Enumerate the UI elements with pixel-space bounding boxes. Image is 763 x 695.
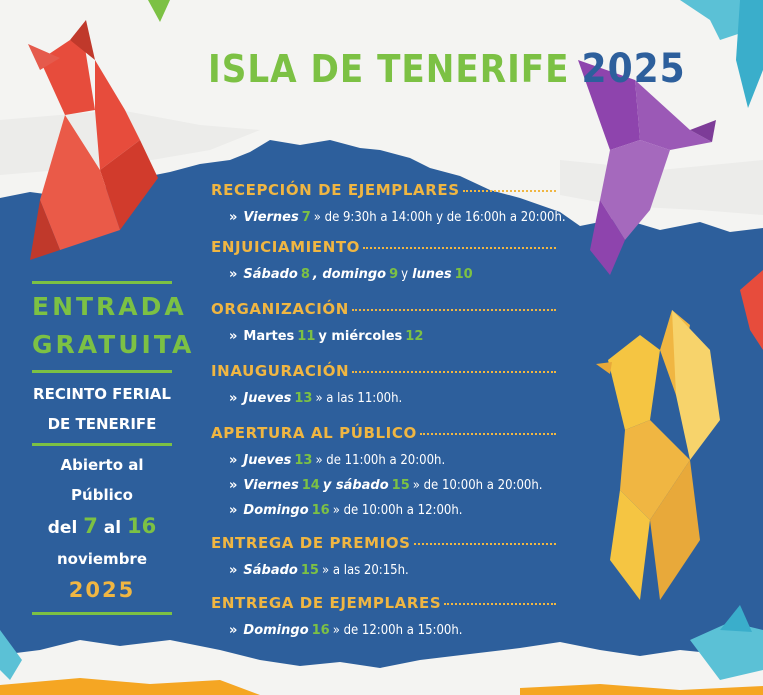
section-inauguracion (211, 362, 556, 411)
end-day: 16 (127, 514, 157, 538)
day-number: 15 (391, 478, 410, 493)
section-heading (211, 300, 556, 324)
heading-text: ORGANIZACIÓN (211, 300, 349, 318)
section-heading (211, 424, 556, 448)
entrada-text: ENTRADA (32, 292, 187, 321)
heading-text: RECEPCIÓN DE EJEMPLARES (211, 181, 460, 199)
title-text: ISLA DE TENERIFE (208, 47, 570, 91)
venue-line-2: DE TENERIFE (47, 415, 157, 433)
time-text: » a las 20:15h. (321, 563, 409, 578)
day-number: 8 (300, 267, 310, 282)
day-text: Sábado (243, 267, 298, 282)
year-text: 2025 (68, 578, 136, 602)
time-text: » de 12:00h a 15:00h. (332, 623, 463, 638)
dotted-leader (444, 603, 556, 605)
date-range (32, 510, 172, 544)
bullet-quote: » (229, 329, 238, 344)
day-number: 10 (454, 267, 473, 282)
schedule-line (211, 558, 556, 583)
venue-line-1: RECINTO FERIAL (33, 385, 171, 403)
bullet-quote: » (229, 391, 238, 406)
day-number: 14 (301, 478, 320, 493)
day-number: 16 (311, 623, 330, 638)
dotted-leader (420, 433, 556, 435)
section-ejemplares (211, 594, 556, 643)
section-recepcion (211, 181, 566, 230)
open-text: Abierto al Público (60, 456, 144, 504)
month-text: noviembre (56, 550, 147, 568)
section-heading (211, 534, 556, 558)
time-text: » de 10:00h a 20:00h. (412, 478, 543, 493)
bullet-quote: » (229, 267, 238, 282)
al-text: al (103, 518, 122, 538)
day-text: , domingo (312, 267, 387, 282)
day-text: Domingo (243, 503, 309, 518)
event-title (208, 34, 686, 104)
heading-text: INAUGURACIÓN (211, 362, 350, 380)
section-apertura (211, 424, 556, 523)
section-premios (211, 534, 556, 583)
time-text: » de 10:00h a 12:00h. (332, 503, 463, 518)
day-text: Jueves (243, 453, 292, 468)
bullet-quote: » (229, 453, 238, 468)
dotted-leader (352, 309, 556, 311)
heading-text: APERTURA AL PÚBLICO (211, 424, 417, 442)
schedule-line (211, 473, 556, 498)
bullet-quote: » (229, 623, 238, 638)
dotted-leader (352, 371, 556, 373)
schedule-line (211, 448, 556, 473)
day-text: lunes (412, 267, 452, 282)
section-organizacion (211, 300, 556, 349)
dotted-leader (414, 543, 556, 545)
bullet-quote: » (229, 503, 238, 518)
heading-text: ENTREGA DE EJEMPLARES (211, 594, 442, 612)
day-number: 9 (389, 267, 399, 282)
schedule (211, 181, 566, 643)
section-enjuiciamiento (211, 238, 556, 287)
day-text: Viernes (243, 478, 299, 493)
day-text: Sábado (243, 563, 298, 578)
section-heading (211, 181, 556, 205)
schedule-line (211, 618, 556, 643)
schedule-line (211, 324, 556, 349)
dotted-leader (463, 190, 556, 192)
day-number: 15 (300, 563, 319, 578)
schedule-line (211, 205, 566, 230)
section-heading (211, 362, 556, 386)
divider (32, 612, 172, 615)
bullet-quote: » (229, 478, 238, 493)
heading-text: ENJUICIAMIENTO (211, 238, 361, 256)
time-text: » de 11:00h a 20:00h. (315, 453, 446, 468)
heading-text: ENTREGA DE PREMIOS (211, 534, 411, 552)
day-text: y miércoles (318, 329, 403, 344)
schedule-line (211, 262, 556, 287)
day-text: Jueves (243, 391, 292, 406)
dotted-leader (363, 247, 556, 249)
day-number: 13 (294, 453, 313, 468)
gratuita-text: GRATUITA (32, 330, 195, 359)
section-heading (211, 238, 556, 262)
day-text: Martes (243, 329, 295, 344)
schedule-line (211, 386, 556, 411)
bullet-quote: » (229, 563, 238, 578)
day-number: 7 (301, 210, 311, 225)
start-day: 7 (83, 514, 98, 538)
info-panel (32, 281, 195, 615)
day-text: Viernes (243, 210, 299, 225)
day-number: 13 (294, 391, 313, 406)
del-text: del (47, 518, 78, 538)
day-number: 16 (311, 503, 330, 518)
day-number: 11 (297, 329, 316, 344)
time-text: » a las 11:00h. (315, 391, 403, 406)
schedule-line (211, 498, 556, 523)
bullet-quote: » (229, 210, 238, 225)
connector-text: y (401, 267, 409, 282)
day-text: Domingo (243, 623, 309, 638)
title-year: 2025 (581, 46, 686, 92)
section-heading (211, 594, 556, 618)
day-text: y sábado (322, 478, 389, 493)
day-number: 12 (405, 329, 424, 344)
time-text: » de 9:30h a 14:00h y de 16:00h a 20:00h. (313, 210, 566, 225)
